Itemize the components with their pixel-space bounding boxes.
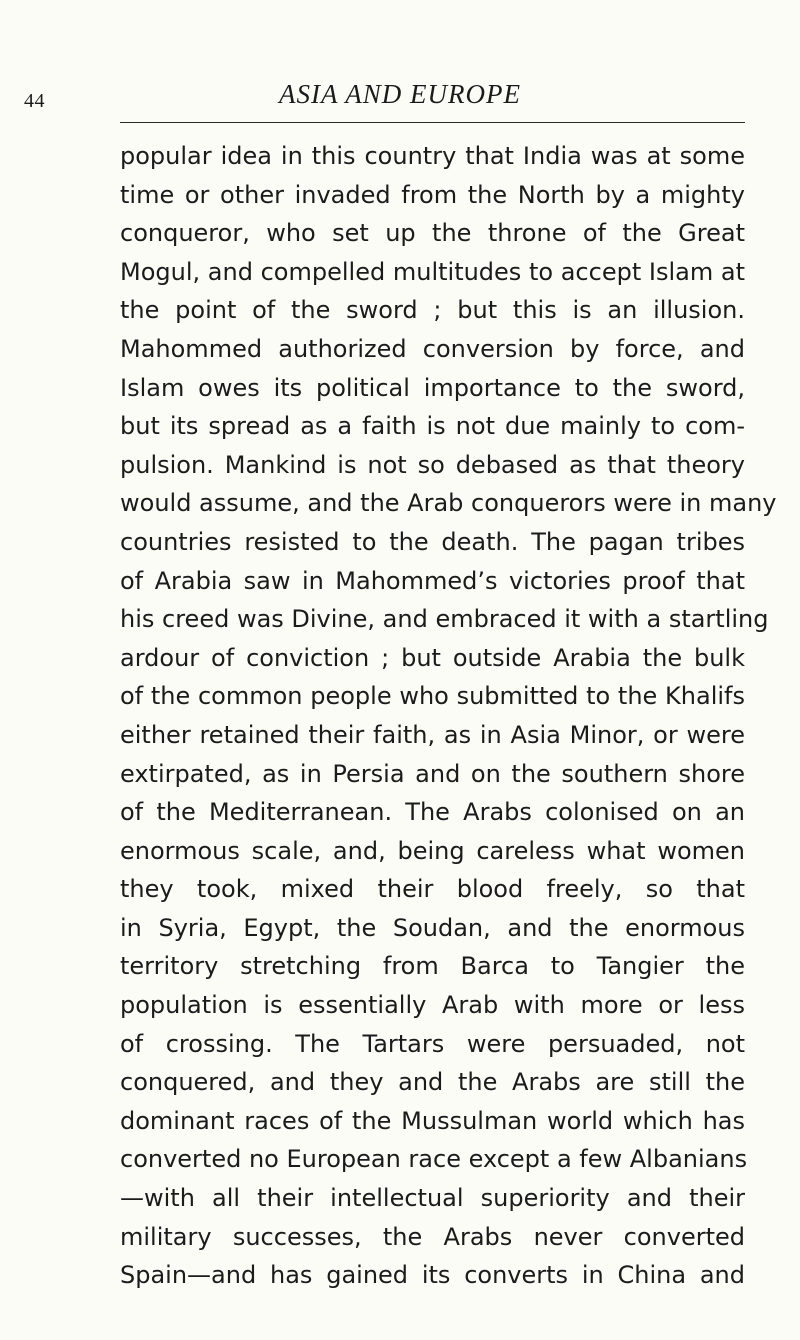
text-line: of the common people who submitted to the Khalifs	[120, 682, 745, 711]
text-line: conquered, and they and the Arabs are still the	[120, 1068, 745, 1097]
text-line: countries resisted to the death. The pagan tribes	[120, 527, 745, 556]
text-line: pulsion. Mankind is not so debased as that theory	[120, 450, 745, 479]
text-line: enormous scale, and, being careless what women	[120, 836, 745, 865]
text-line: but its spread as a faith is not due mainly to com-	[120, 412, 745, 441]
text-line: population is essentially Arab with more or less	[120, 991, 745, 1020]
text-line: Mahommed authorized conversion by force, and	[120, 334, 745, 363]
text-line: conqueror, who set up the throne of the Great	[120, 219, 745, 248]
body-text	[120, 137, 777, 1295]
text-line: of crossing. The Tartars were persuaded, not	[120, 1029, 745, 1058]
text-line: —with all their intellectual superiority and their	[120, 1184, 745, 1213]
text-line: ardour of conviction ; but outside Arabia the bulk	[120, 643, 745, 672]
text-line: Spain—and has gained its converts in China and	[120, 1261, 745, 1290]
text-line: dominant races of the Mussulman world which has	[120, 1106, 745, 1135]
text-line: Islam owes its political importance to the sword,	[120, 373, 745, 402]
running-head: ASIA AND EUROPE	[279, 79, 521, 109]
text-line: either retained their faith, as in Asia Minor, or were	[120, 720, 745, 749]
text-line: converted no European race except a few Albanians	[120, 1145, 748, 1174]
text-line: time or other invaded from the North by a mighty	[120, 180, 745, 209]
text-line: they took, mixed their blood freely, so that	[120, 875, 745, 904]
text-line: his creed was Divine, and embraced it with a startling	[120, 605, 769, 634]
header-rule	[120, 122, 745, 123]
text-line: extirpated, as in Persia and on the southern shore	[120, 759, 745, 788]
text-line: of Arabia saw in Mahommed’s victories proof that	[120, 566, 745, 595]
text-line: military successes, the Arabs never converted	[120, 1222, 745, 1251]
text-line: of the Mediterranean. The Arabs colonised on an	[120, 798, 745, 827]
page-header	[0, 76, 800, 124]
text-line: would assume, and the Arab conquerors were in many	[120, 489, 777, 518]
text-line: in Syria, Egypt, the Soudan, and the enormous	[120, 913, 745, 942]
text-line: the point of the sword ; but this is an illusion.	[120, 296, 745, 325]
text-line: Mogul, and compelled multitudes to accept Islam at	[120, 257, 745, 286]
page-number: 44	[24, 90, 45, 112]
text-line: territory stretching from Barca to Tangier the	[120, 952, 745, 981]
text-line: popular idea in this country that India was at some	[120, 142, 745, 170]
